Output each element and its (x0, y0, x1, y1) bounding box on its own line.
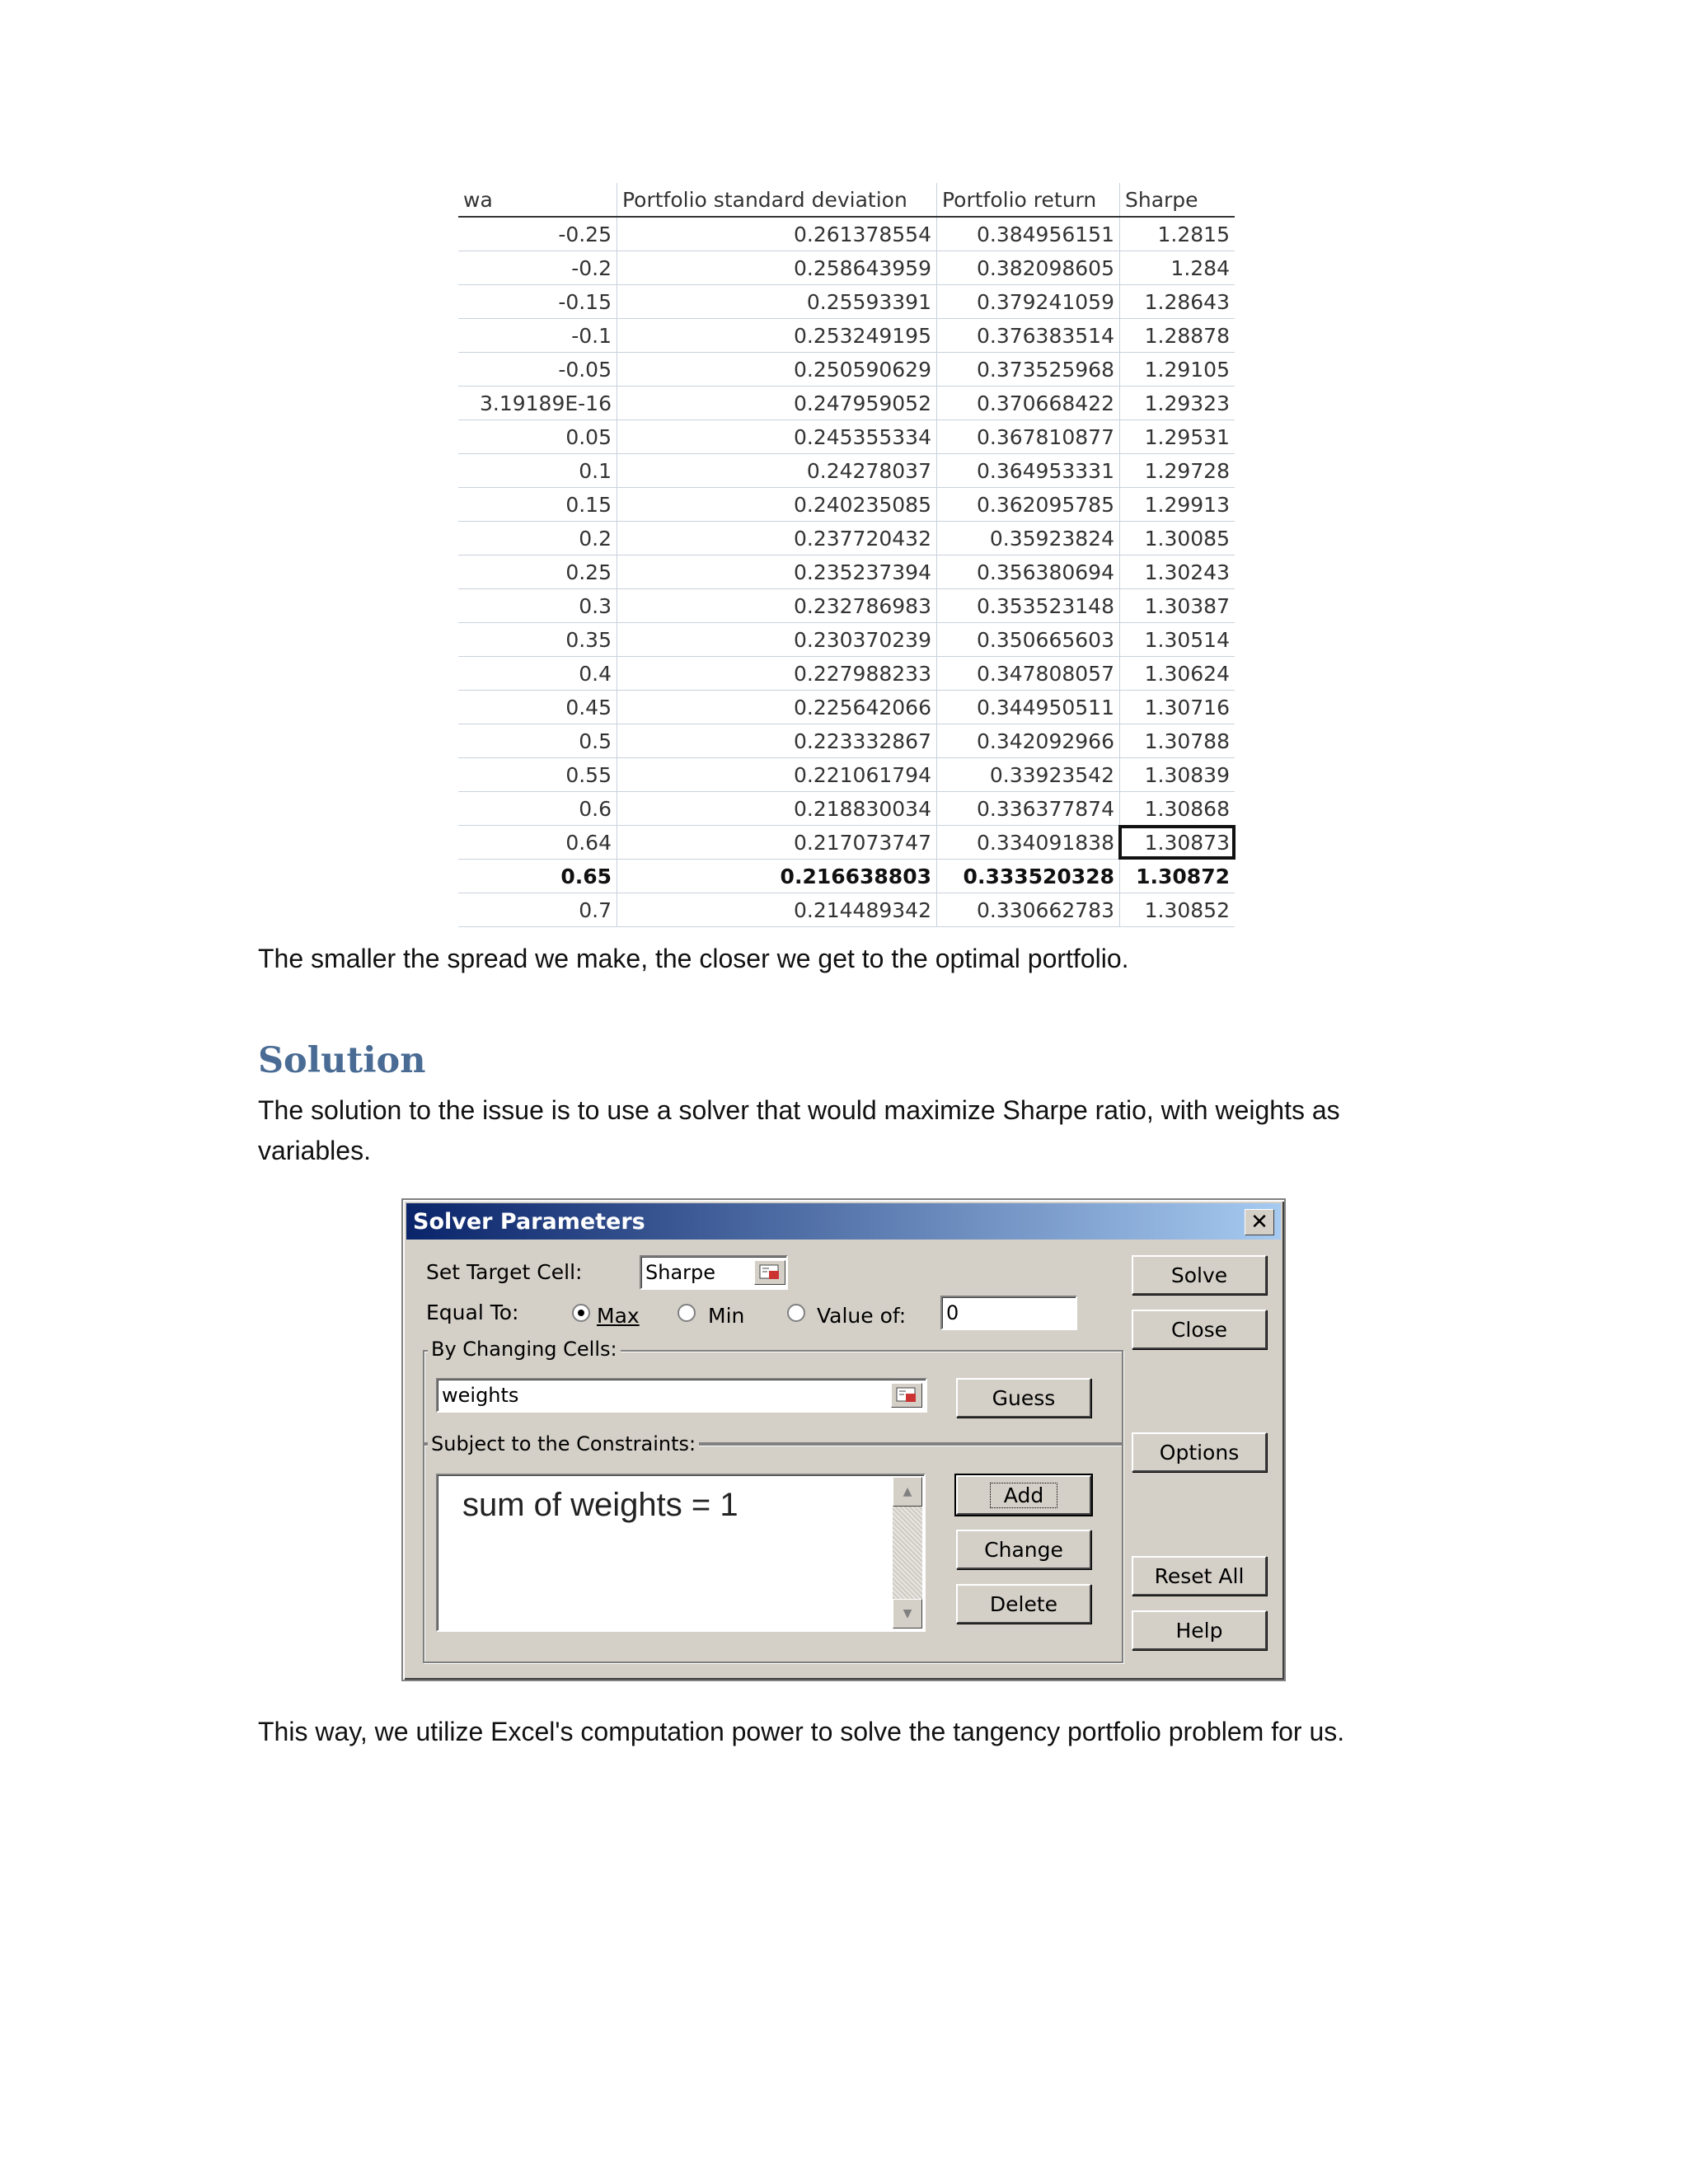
cell-sharpe[interactable]: 1.30716 (1119, 691, 1235, 724)
cell-std-dev[interactable]: 0.223332867 (617, 724, 936, 757)
solver-parameters-dialog (401, 1198, 1286, 1681)
cell-std-dev[interactable]: 0.247959052 (617, 387, 936, 419)
cell-sharpe[interactable]: 1.284 (1119, 251, 1235, 284)
cell-std-dev[interactable]: 0.250590629 (617, 353, 936, 386)
table-row (458, 758, 1235, 792)
constraints-scrollbar[interactable] (893, 1477, 922, 1629)
table-row (458, 420, 1235, 454)
close-icon[interactable]: ✕ (1245, 1209, 1274, 1235)
value-of-input[interactable] (940, 1296, 1077, 1330)
cell-return[interactable]: 0.356380694 (936, 555, 1119, 588)
cell-wa[interactable]: 0.15 (565, 492, 612, 517)
cell-sharpe[interactable]: 1.29105 (1119, 353, 1235, 386)
cell-return[interactable]: 0.347808057 (936, 657, 1119, 690)
cell-sharpe[interactable]: 1.30243 (1119, 555, 1235, 588)
cell-sharpe[interactable]: 1.29728 (1119, 454, 1235, 487)
table-row (458, 522, 1235, 555)
cell-wa[interactable]: 0.1 (579, 458, 612, 483)
table-row (458, 724, 1235, 758)
cell-return[interactable]: 0.362095785 (936, 488, 1119, 521)
close-button[interactable]: Close (1132, 1310, 1267, 1349)
table-row (458, 657, 1235, 691)
cell-return[interactable]: 0.376383514 (936, 319, 1119, 352)
cell-std-dev[interactable]: 0.218830034 (617, 792, 936, 825)
cell-return[interactable]: 0.333520328 (936, 860, 1119, 893)
section-heading: Solution (258, 1040, 426, 1081)
cell-wa[interactable]: 0.64 (565, 830, 612, 855)
cell-sharpe[interactable]: 1.29323 (1119, 387, 1235, 419)
paragraph-spread: The smaller the spread we make, the closer we get to the optimal portfolio. (258, 944, 1129, 973)
cell-sharpe[interactable]: 1.30839 (1119, 758, 1235, 791)
cell-return[interactable]: 0.342092966 (936, 724, 1119, 757)
cell-wa[interactable]: 0.6 (579, 796, 612, 821)
cell-return[interactable]: 0.373525968 (936, 353, 1119, 386)
table-row (458, 691, 1235, 724)
paragraph-solution-line1: The solution to the issue is to use a solver that would maximize Sharpe ratio, with weights as (258, 1095, 1340, 1125)
table-row (458, 623, 1235, 657)
scroll-up-icon[interactable]: ▲ (893, 1477, 922, 1507)
cell-wa[interactable]: 0.4 (579, 661, 612, 686)
cell-std-dev[interactable]: 0.253249195 (617, 319, 936, 352)
cell-std-dev[interactable]: 0.217073747 (617, 826, 936, 859)
radio-value-of-label: Value of: (817, 1304, 907, 1328)
cell-std-dev[interactable]: 0.225642066 (617, 691, 936, 724)
cell-sharpe[interactable]: 1.28643 (1119, 285, 1235, 318)
cell-sharpe[interactable]: 1.30788 (1119, 724, 1235, 757)
paragraph-conclusion: This way, we utilize Excel's computation power to solve the tangency portfolio problem for us. (258, 1717, 1345, 1746)
constraints-list[interactable] (436, 1474, 926, 1632)
cell-sharpe[interactable]: 1.28878 (1119, 319, 1235, 352)
cell-std-dev[interactable]: 0.221061794 (617, 758, 936, 791)
value-of-value: 0 (946, 1301, 959, 1324)
solve-button[interactable]: Solve (1132, 1255, 1267, 1295)
cell-return[interactable]: 0.353523148 (936, 589, 1119, 622)
cell-sharpe[interactable]: 1.29531 (1119, 420, 1235, 453)
cell-sharpe[interactable]: 1.30852 (1119, 893, 1235, 926)
dialog-title: Solver Parameters (413, 1208, 645, 1235)
changing-cells-value: weights (442, 1384, 519, 1407)
table-header (458, 183, 1235, 218)
options-button[interactable]: Options (1132, 1432, 1267, 1472)
table-row (458, 353, 1235, 387)
constraints-label: Subject to the Constraints: (428, 1432, 699, 1455)
header-return: Portfolio return (936, 183, 1119, 216)
cell-std-dev[interactable]: 0.235237394 (617, 555, 936, 588)
add-button[interactable] (956, 1475, 1091, 1515)
target-cell-value: Sharpe (645, 1261, 716, 1284)
table-row (458, 589, 1235, 623)
dialog-titlebar (406, 1203, 1281, 1240)
radio-value-of[interactable] (787, 1304, 805, 1322)
cell-return[interactable]: 0.367810877 (936, 420, 1119, 453)
cell-wa[interactable]: -0.25 (558, 222, 612, 246)
table-row (458, 860, 1235, 893)
table-row (458, 555, 1235, 589)
table-row (458, 893, 1235, 927)
delete-button[interactable]: Delete (956, 1584, 1091, 1624)
cell-sharpe[interactable]: 1.30872 (1119, 860, 1235, 893)
table-row (458, 454, 1235, 488)
cell-return[interactable]: 0.370668422 (936, 387, 1119, 419)
cell-std-dev[interactable]: 0.237720432 (617, 522, 936, 555)
cell-std-dev[interactable]: 0.258643959 (617, 251, 936, 284)
cell-return[interactable]: 0.382098605 (936, 251, 1119, 284)
list-item[interactable]: sum of weights = 1 (462, 1487, 738, 1523)
cell-sharpe[interactable]: 1.29913 (1119, 488, 1235, 521)
cell-return[interactable]: 0.379241059 (936, 285, 1119, 318)
sharpe-table (458, 183, 1235, 927)
cell-std-dev[interactable]: 0.232786983 (617, 589, 936, 622)
table-row (458, 285, 1235, 319)
cell-std-dev[interactable]: 0.227988233 (617, 657, 936, 690)
cell-std-dev[interactable]: 0.25593391 (617, 285, 936, 318)
radio-max-label (597, 1304, 640, 1328)
cell-wa[interactable]: -0.05 (558, 357, 612, 382)
collapse-dialog-icon[interactable] (754, 1260, 785, 1285)
radio-max[interactable] (572, 1304, 590, 1322)
table-row (458, 319, 1235, 353)
change-button[interactable]: Change (956, 1530, 1091, 1569)
paragraph-solution-line2: variables. (258, 1136, 371, 1165)
cell-wa[interactable]: 0.55 (565, 762, 612, 787)
cell-std-dev[interactable]: 0.214489342 (617, 893, 936, 926)
cell-std-dev[interactable]: 0.24278037 (617, 454, 936, 487)
cell-return[interactable]: 0.364953331 (936, 454, 1119, 487)
cell-return[interactable]: 0.35923824 (936, 522, 1119, 555)
cell-return[interactable]: 0.344950511 (936, 691, 1119, 724)
scroll-down-icon[interactable]: ▼ (893, 1599, 922, 1629)
cell-wa[interactable]: 0.3 (579, 593, 612, 618)
cell-std-dev[interactable]: 0.230370239 (617, 623, 936, 656)
cell-wa[interactable]: 0.05 (565, 424, 612, 449)
cell-wa[interactable]: -0.2 (571, 255, 612, 280)
cell-wa[interactable]: 0.7 (579, 898, 612, 922)
table-row (458, 251, 1235, 285)
guess-button[interactable]: Guess (956, 1378, 1091, 1418)
cell-return[interactable]: 0.336377874 (936, 792, 1119, 825)
cell-wa[interactable]: 0.35 (565, 627, 612, 652)
cell-sharpe[interactable]: 1.30085 (1119, 522, 1235, 555)
cell-sharpe[interactable]: 1.30514 (1119, 623, 1235, 656)
cell-return[interactable]: 0.33923542 (936, 758, 1119, 791)
cell-std-dev[interactable]: 0.245355334 (617, 420, 936, 453)
help-button[interactable]: Help (1132, 1610, 1267, 1650)
table-row (458, 826, 1235, 860)
radio-max-text: Max (597, 1304, 640, 1328)
header-wa: wa (463, 187, 493, 212)
add-button-label: Add (990, 1483, 1057, 1508)
set-target-label: Set Target Cell: (426, 1260, 583, 1284)
cell-wa[interactable]: 0.65 (560, 864, 612, 888)
changing-cells-input[interactable] (436, 1378, 927, 1413)
radio-min[interactable] (678, 1304, 696, 1322)
cell-return[interactable]: 0.334091838 (936, 826, 1119, 859)
cell-wa[interactable]: -0.15 (558, 289, 612, 314)
reset-all-button[interactable]: Reset All (1132, 1556, 1267, 1596)
equal-to-label: Equal To: (426, 1301, 519, 1324)
cell-std-dev[interactable]: 0.240235085 (617, 488, 936, 521)
header-std-dev: Portfolio standard deviation (617, 183, 936, 216)
cell-wa[interactable]: 3.19189E-16 (479, 391, 612, 415)
cell-return[interactable]: 0.350665603 (936, 623, 1119, 656)
cell-wa[interactable]: 0.2 (579, 526, 612, 551)
cell-sharpe[interactable]: 1.30624 (1119, 657, 1235, 690)
cell-sharpe[interactable]: 1.30873 (1119, 826, 1235, 859)
cell-std-dev[interactable]: 0.261378554 (617, 218, 936, 251)
cell-return[interactable]: 0.330662783 (936, 893, 1119, 926)
collapse-dialog-icon[interactable] (891, 1383, 922, 1408)
header-sharpe: Sharpe (1119, 183, 1235, 216)
table-row (458, 488, 1235, 522)
cell-wa[interactable]: 0.45 (565, 695, 612, 719)
cell-sharpe[interactable]: 1.30868 (1119, 792, 1235, 825)
table-row (458, 792, 1235, 826)
radio-min-label: Min (708, 1304, 745, 1328)
cell-wa[interactable]: -0.1 (571, 323, 612, 348)
cell-sharpe[interactable]: 1.2815 (1119, 218, 1235, 251)
changing-cells-label: By Changing Cells: (428, 1338, 621, 1361)
table-row (458, 218, 1235, 251)
cell-std-dev[interactable]: 0.216638803 (617, 860, 936, 893)
cell-wa[interactable]: 0.25 (565, 560, 612, 584)
cell-wa[interactable]: 0.5 (579, 729, 612, 753)
cell-sharpe[interactable]: 1.30387 (1119, 589, 1235, 622)
cell-return[interactable]: 0.384956151 (936, 218, 1119, 251)
table-row (458, 387, 1235, 420)
